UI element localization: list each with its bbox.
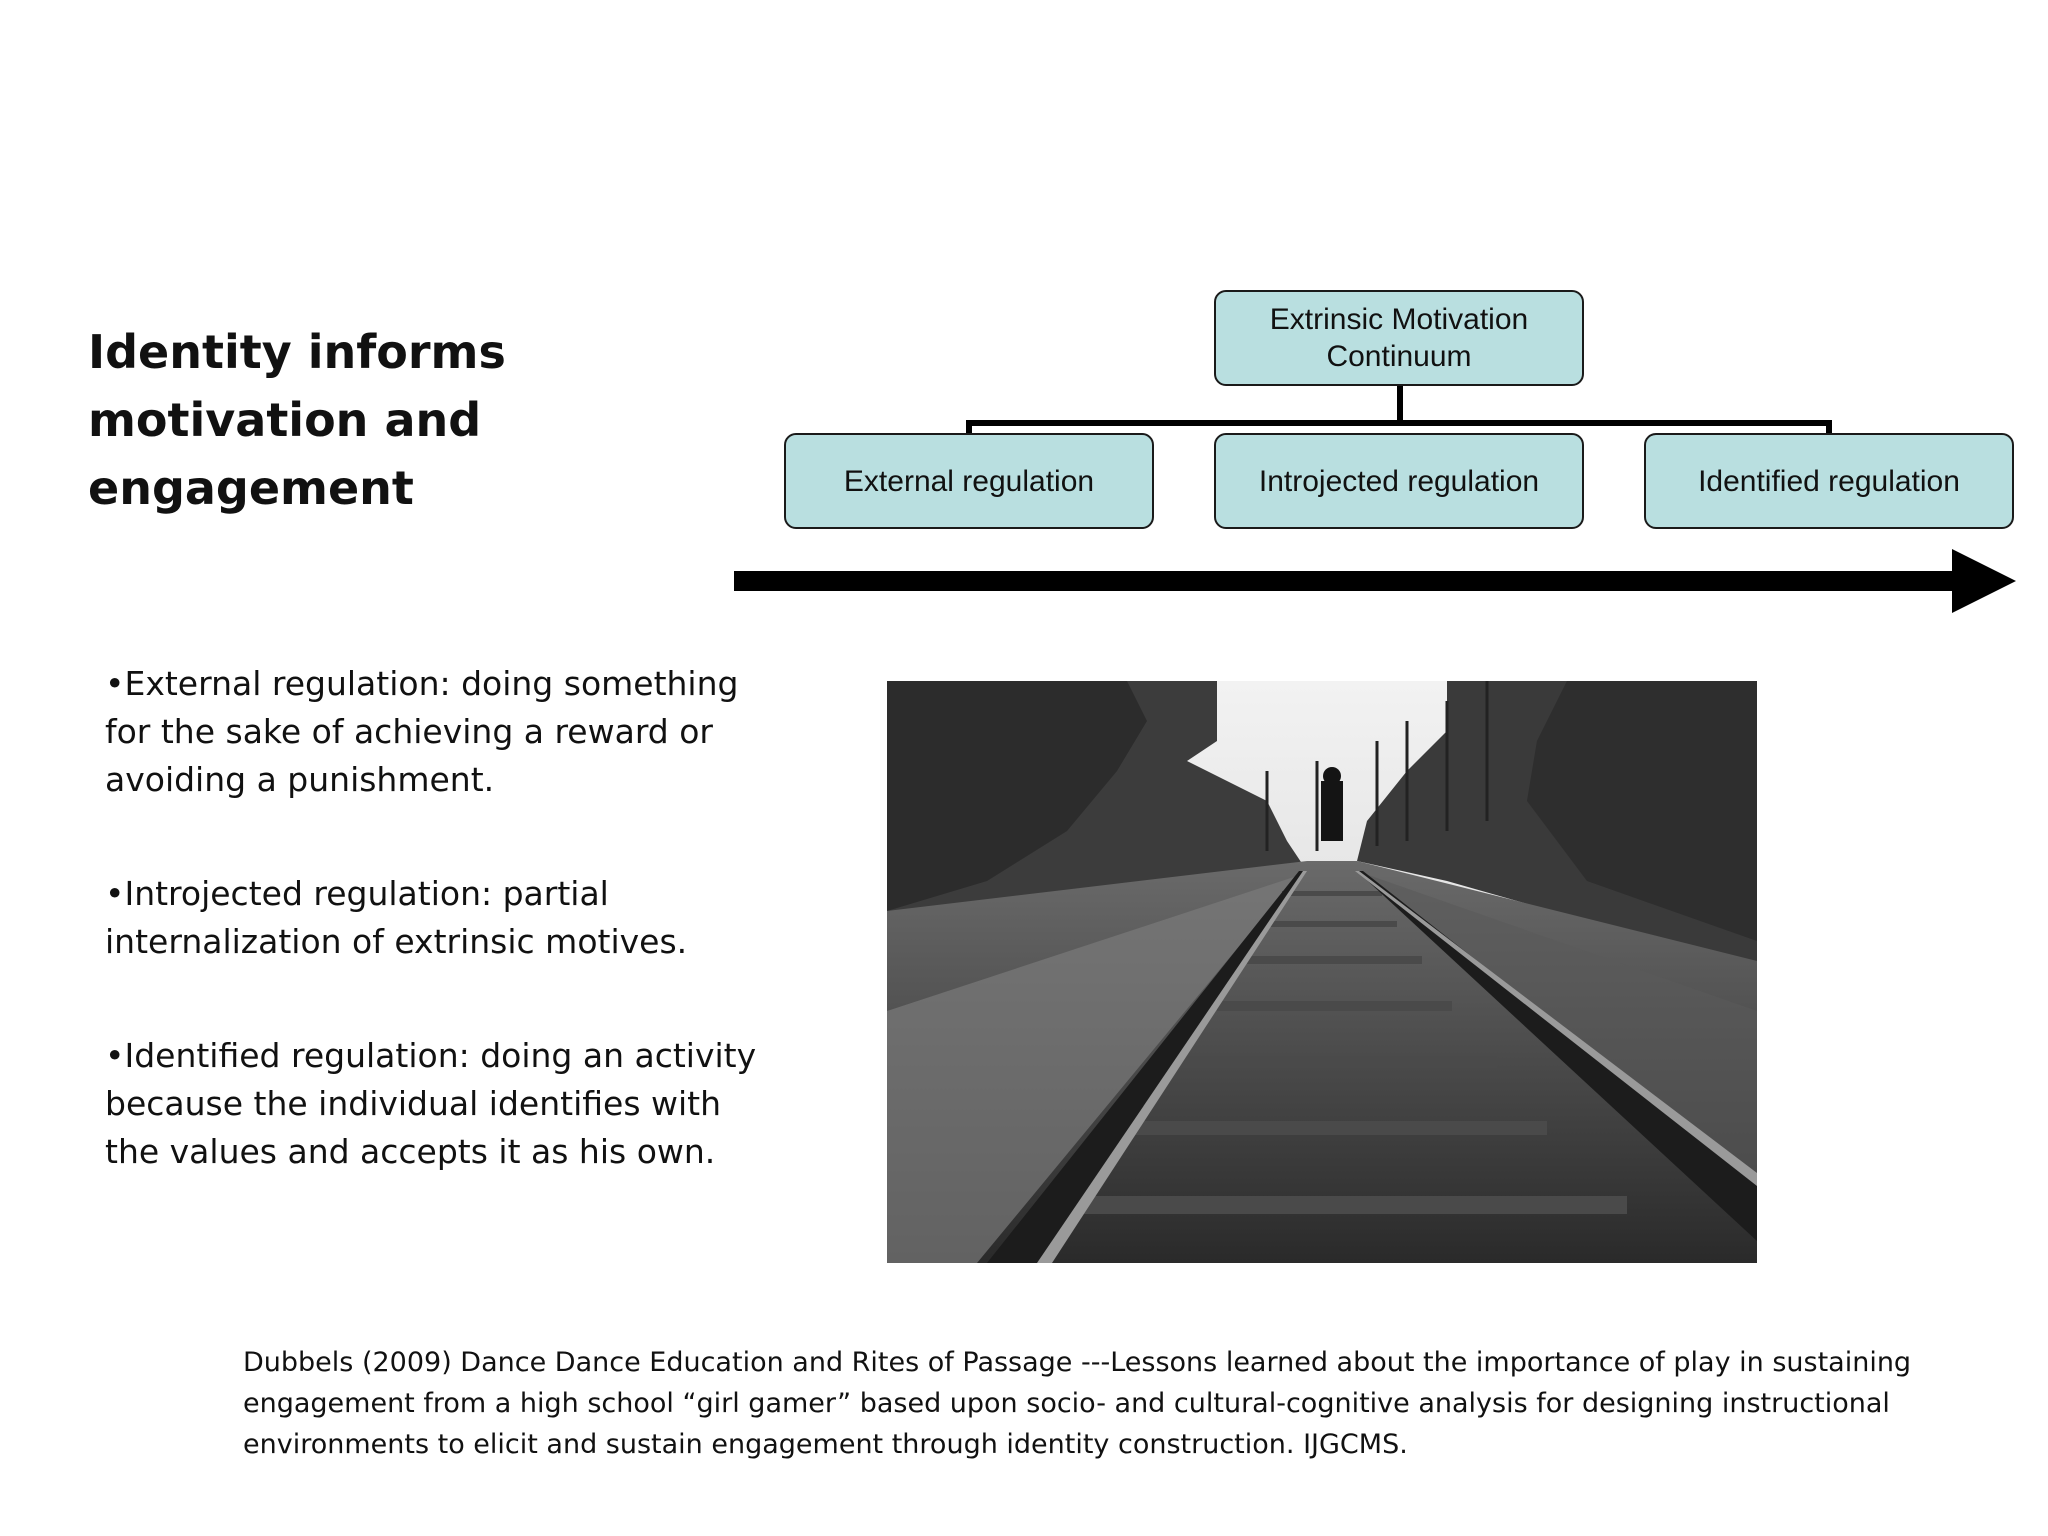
node-label: Identified regulation — [1698, 464, 1960, 498]
diagram-node-introjected-regulation — [1214, 433, 1584, 529]
node-label: External regulation — [843, 464, 1095, 498]
diagram-node-identified-regulation — [1644, 433, 2014, 529]
node-label: Introjected regulation — [1258, 464, 1540, 498]
bullet-external-regulation: •External regulation: doing something for the sake of achieving a reward or avoiding a punishment. — [105, 664, 739, 799]
diagram-root-node — [1214, 290, 1584, 386]
connector-horizontal — [966, 420, 1832, 426]
bullet-introjected-regulation: •Introjected regulation: partial internalization of extrinsic motives. — [105, 874, 688, 961]
railroad-tracks-photo — [887, 681, 1757, 1263]
connector-right-drop — [1826, 420, 1832, 434]
title-line-2: motivation and — [88, 393, 482, 447]
continuum-arrow-icon — [730, 545, 2020, 615]
title-line-3: engagement — [88, 461, 414, 515]
root-label-line-1: Extrinsic Motivation — [1269, 303, 1529, 336]
connector-left-drop — [966, 420, 972, 434]
diagram-node-external-regulation — [784, 433, 1154, 529]
slide-title — [88, 318, 688, 522]
bullet-identified-regulation: •Identified regulation: doing an activity because the individual identifies with the values and accepts it as his own. — [105, 1036, 757, 1171]
definition-bullets — [105, 660, 765, 1242]
title-line-1: Identity informs — [88, 325, 506, 379]
citation-reference: Dubbels (2009) Dance Dance Education and Rites of Passage ---Lessons learned about the importance of play in sustaining engagement from a high school “girl gamer” based upon socio- and cultural-cognitive analysis for designing instructional environments to elicit and sustain engagement through identity construction. IJGCMS. — [243, 1347, 1912, 1460]
root-label-line-2: Continuum — [1326, 340, 1472, 373]
